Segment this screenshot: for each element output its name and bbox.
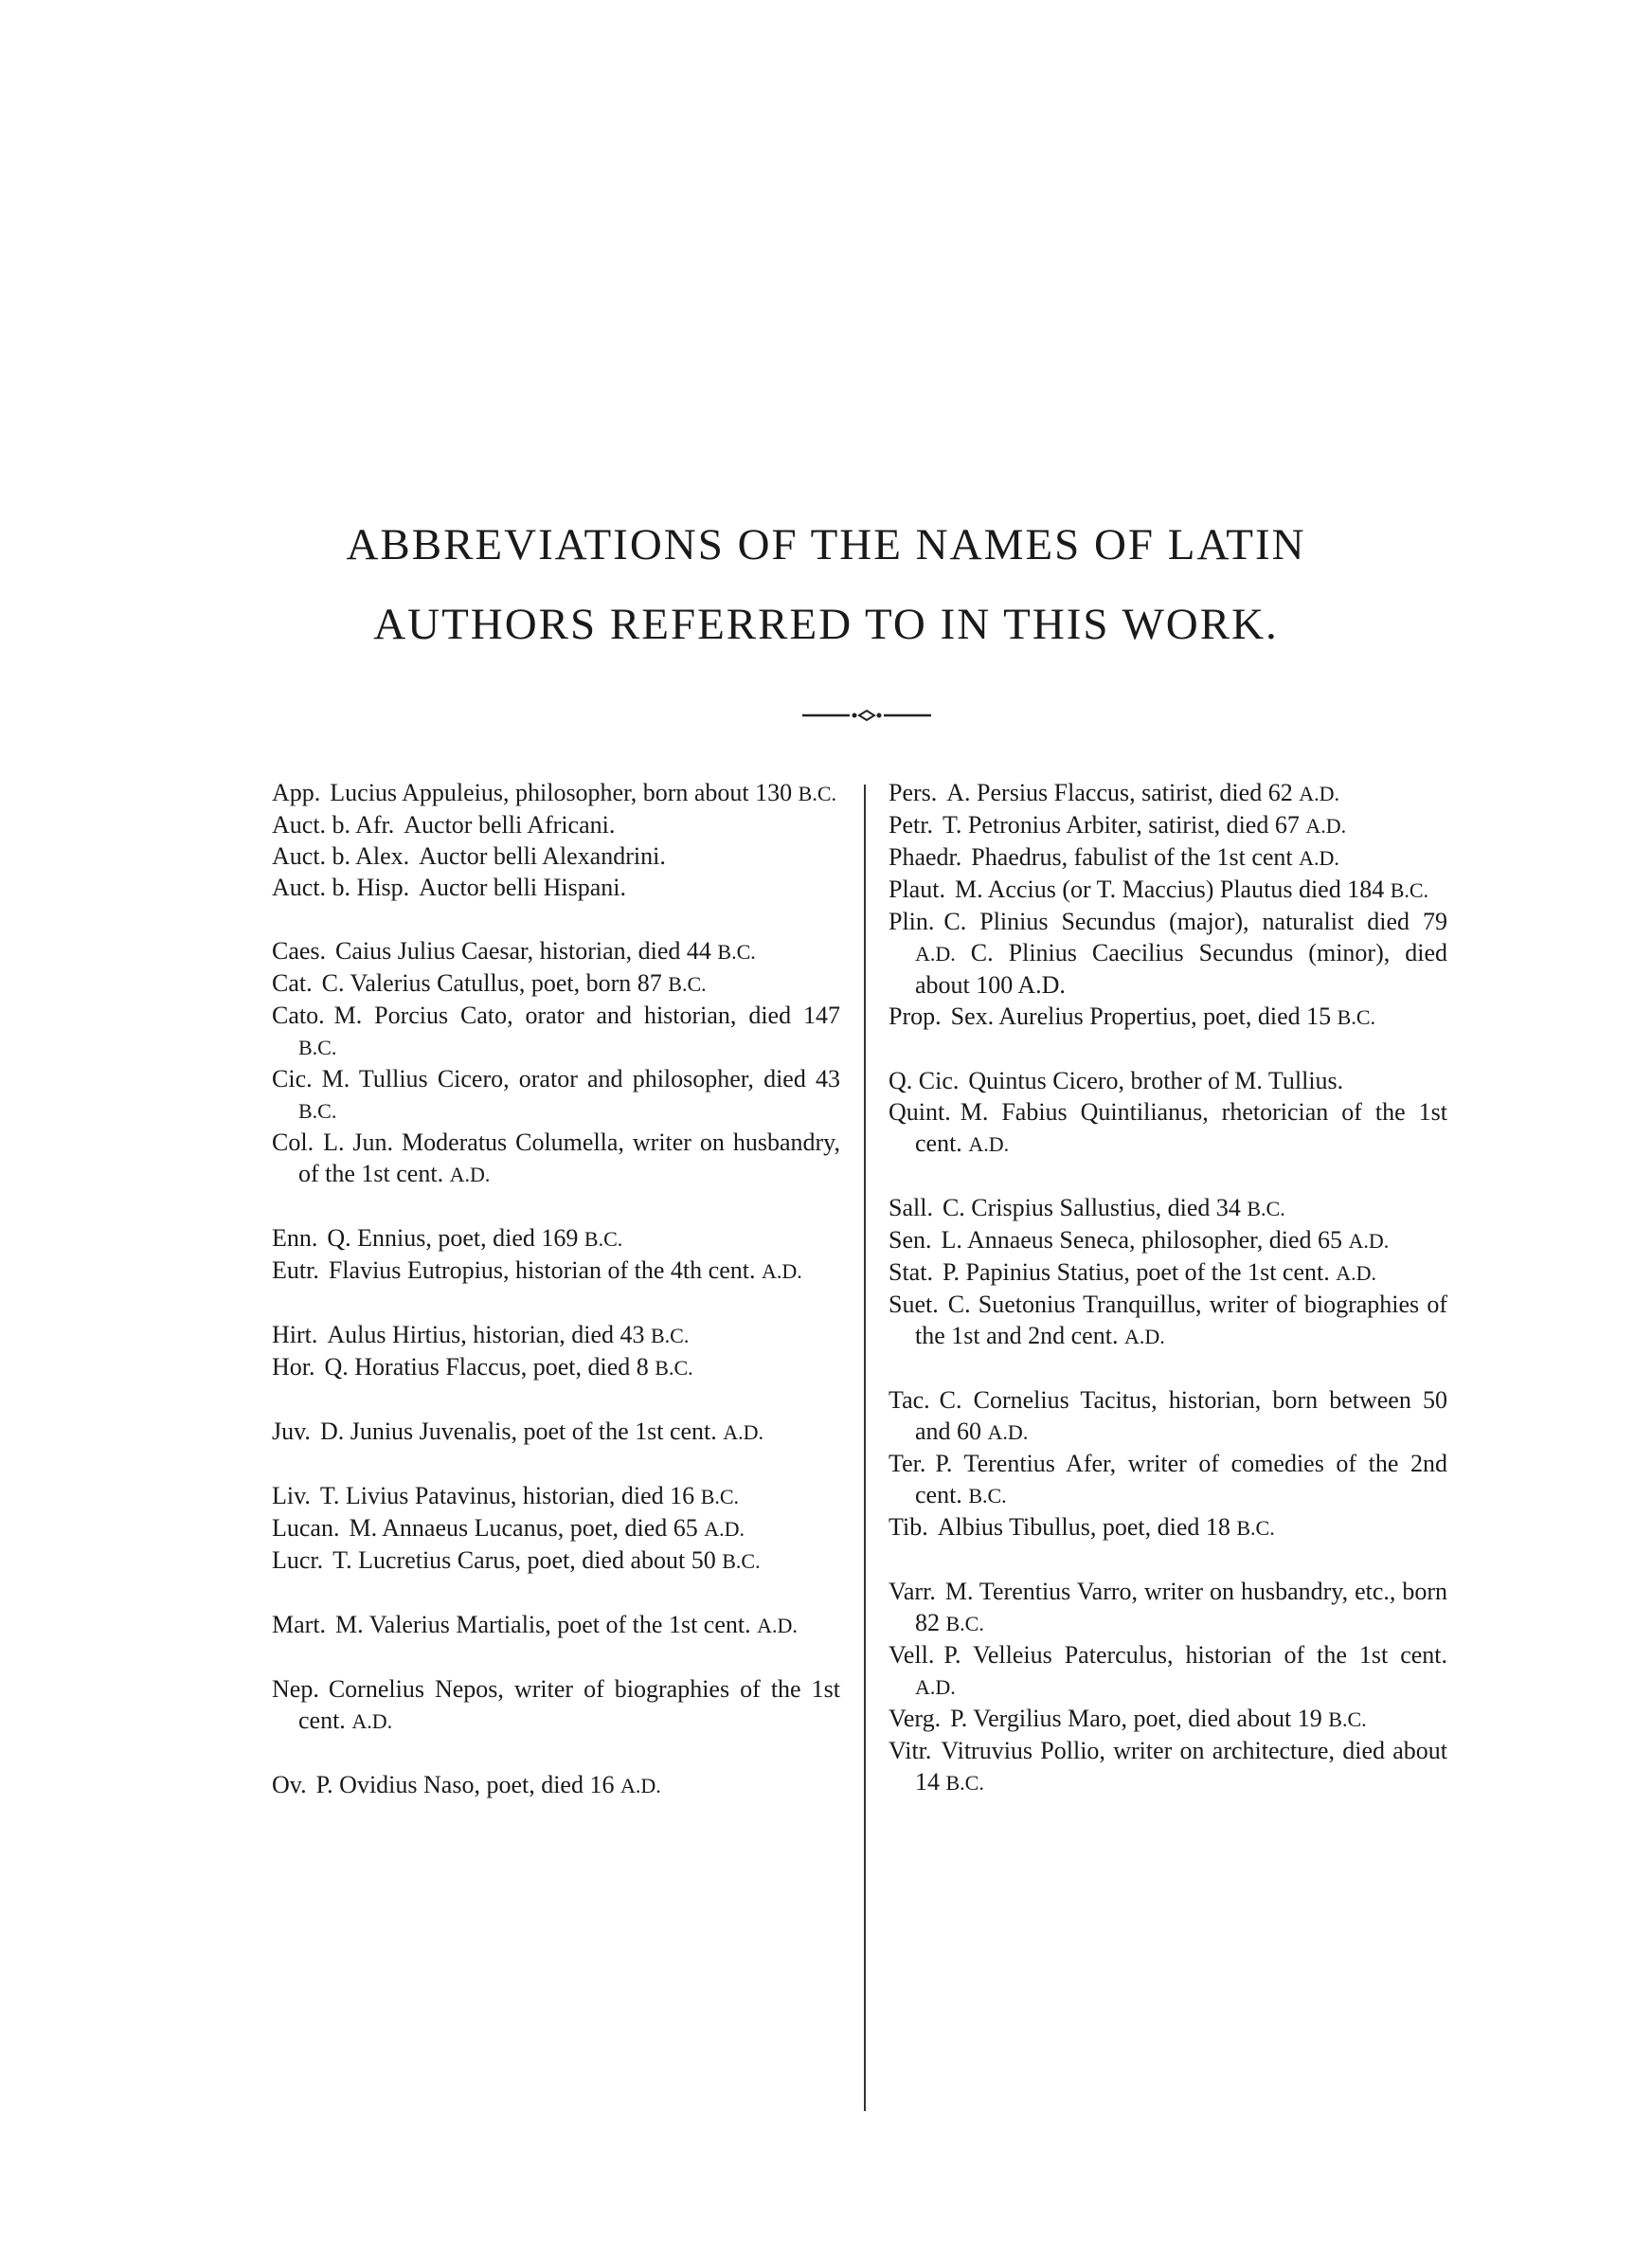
author-abbreviation: Suet. xyxy=(889,1291,939,1318)
author-entry xyxy=(272,872,840,903)
author-abbreviation: Prop. xyxy=(889,1002,942,1030)
era-marker: B.C. xyxy=(1236,1516,1275,1540)
era-marker: B.C. xyxy=(1390,878,1429,902)
author-abbreviation: Ter. xyxy=(889,1450,926,1477)
era-marker: B.C. xyxy=(298,1036,337,1059)
author-entry xyxy=(272,1319,840,1351)
author-entry xyxy=(889,1192,1447,1224)
author-abbreviation: Tac. xyxy=(889,1386,930,1414)
author-abbreviation: Cat. xyxy=(272,969,313,997)
author-entry xyxy=(889,1639,1447,1703)
author-entry xyxy=(272,809,840,840)
author-description: M. Fabius Quintilianus, rhetorician of the 1st cent. xyxy=(915,1098,1447,1157)
author-entry xyxy=(889,1703,1447,1735)
author-abbreviation: Liv. xyxy=(272,1482,311,1509)
author-description: T. Petronius Arbiter, satirist, died 67 xyxy=(942,811,1300,839)
author-abbreviation: Verg. xyxy=(889,1705,942,1732)
era-marker: A.D. xyxy=(1299,782,1339,805)
author-description: P. Terentius Afer, writer of comedies of the 2nd cent. xyxy=(915,1450,1447,1508)
author-entry xyxy=(889,777,1447,809)
author-abbreviation: Q. Cic. xyxy=(889,1067,960,1094)
era-marker: A.D. xyxy=(449,1163,491,1186)
era-marker: A.D. xyxy=(915,942,956,966)
author-abbreviation: Col. xyxy=(272,1128,314,1156)
era-marker: A.D. xyxy=(1336,1261,1376,1285)
era-marker: A.D. xyxy=(1299,846,1339,870)
author-abbreviation: Hor. xyxy=(272,1353,315,1381)
era-marker: B.C. xyxy=(968,1484,1007,1508)
author-entry xyxy=(272,1609,840,1641)
era-marker: B.C. xyxy=(1247,1197,1285,1220)
author-description: Auctor belli Alexandrini. xyxy=(419,842,666,870)
era-marker: B.C. xyxy=(722,1549,761,1573)
author-entry xyxy=(272,1000,840,1063)
author-entry xyxy=(889,1576,1447,1639)
author-description: T. Lucretius Carus, poet, died about 50 xyxy=(332,1546,716,1574)
author-description: C. Valerius Catullus, poet, born 87 xyxy=(321,969,662,997)
author-abbreviation: Vitr. xyxy=(889,1737,932,1764)
author-abbreviation: Vell. xyxy=(889,1641,935,1669)
author-abbreviation: Lucr. xyxy=(272,1546,324,1574)
author-abbreviation: Auct. b. Afr. xyxy=(272,811,395,839)
author-entry xyxy=(272,1222,840,1255)
author-description: Q. Ennius, poet, died 169 xyxy=(327,1224,579,1252)
author-abbreviation: Ov. xyxy=(272,1771,307,1798)
author-abbreviation: Enn. xyxy=(272,1224,318,1252)
era-marker: A.D. xyxy=(723,1420,764,1444)
author-entry xyxy=(272,1480,840,1512)
author-description: D. Junius Juvenalis, poet of the 1st cent. xyxy=(319,1417,717,1445)
author-entry xyxy=(889,1224,1447,1256)
author-entry xyxy=(272,1769,840,1801)
author-entry xyxy=(272,1255,840,1287)
era-marker: A.D. xyxy=(915,1675,956,1699)
author-description: P. Ovidius Naso, poet, died 16 xyxy=(315,1771,615,1798)
author-entry xyxy=(272,777,840,809)
author-description: M. Annaeus Lucanus, poet, died 65 xyxy=(349,1514,698,1542)
author-abbreviation: Stat. xyxy=(889,1258,933,1286)
right-column xyxy=(889,777,1447,1798)
column-divider xyxy=(864,785,866,2111)
author-description: Aulus Hirtius, historian, died 43 xyxy=(327,1321,645,1348)
page-title-line-2: AUTHORS REFERRED TO IN THIS WORK. xyxy=(373,600,1279,649)
author-abbreviation: Phaedr. xyxy=(889,843,962,871)
author-abbreviation: Eutr. xyxy=(272,1256,319,1284)
author-entry xyxy=(889,1096,1447,1160)
author-abbreviation: Varr. xyxy=(889,1578,936,1605)
author-abbreviation: Lucan. xyxy=(272,1514,340,1542)
author-description: M. Valerius Martialis, poet of the 1st cent. xyxy=(335,1611,751,1638)
author-description: Albius Tibullus, poet, died 18 xyxy=(937,1513,1230,1541)
page-title-line-1: ABBREVIATIONS OF THE NAMES OF LATIN xyxy=(346,520,1306,569)
era-marker: A.D. xyxy=(1348,1229,1390,1253)
author-entry xyxy=(272,1063,840,1127)
author-entry xyxy=(889,906,1447,1001)
era-marker: B.C. xyxy=(945,1612,984,1635)
author-description: M. Terentius Varro, writer on husbandry, etc., born 82 xyxy=(915,1578,1447,1636)
author-entry xyxy=(272,1544,840,1577)
author-description: Cornelius Nepos, writer of biographies of the 1st cent. xyxy=(298,1675,840,1734)
author-abbreviation: Tib. xyxy=(889,1513,928,1541)
era-marker: A.D. xyxy=(351,1709,393,1733)
era-marker: A.D. xyxy=(704,1517,745,1541)
era-marker: B.C. xyxy=(700,1485,740,1508)
author-abbreviation: Pers. xyxy=(889,779,938,806)
author-entry xyxy=(272,1351,840,1383)
author-description: Vitruvius Pollio, writer on architecture, died about 14 xyxy=(915,1737,1447,1796)
author-abbreviation: Petr. xyxy=(889,811,933,839)
era-marker: A.D. xyxy=(987,1420,1029,1444)
author-abbreviation: Cato. xyxy=(272,1002,325,1029)
author-description: Sex. Aurelius Propertius, poet, died 15 xyxy=(950,1002,1332,1030)
author-description: Q. Horatius Flaccus, poet, died 8 xyxy=(324,1353,649,1381)
era-marker: B.C. xyxy=(655,1356,693,1380)
author-description: Lucius Appuleius, philosopher, born about 130 xyxy=(330,779,793,806)
author-description: C. Suetonius Tranquillus, writer of biographies of the 1st and 2nd cent. xyxy=(915,1291,1447,1349)
author-description: Auctor belli Africani. xyxy=(404,811,616,839)
author-abbreviation: Plaut. xyxy=(889,876,945,903)
author-description: Quintus Cicero, brother of M. Tullius. xyxy=(968,1067,1344,1094)
author-entry xyxy=(272,1512,840,1544)
ornament-divider-icon xyxy=(800,709,933,722)
author-entry xyxy=(889,1384,1447,1448)
author-abbreviation: Sall. xyxy=(889,1194,933,1221)
author-description: P. Vergilius Maro, poet, died about 19 xyxy=(950,1705,1322,1732)
era-marker: B.C. xyxy=(1337,1005,1375,1029)
author-abbreviation: Sen. xyxy=(889,1226,932,1254)
era-marker: B.C. xyxy=(945,1771,984,1795)
author-description: C. Plinius Secundus (major), naturalist died 79 xyxy=(943,908,1447,935)
author-abbreviation: Cic. xyxy=(272,1065,313,1092)
author-abbreviation: Auct. b. Hisp. xyxy=(272,874,410,901)
author-entry xyxy=(272,1127,840,1190)
author-description: Auctor belli Hispani. xyxy=(419,874,626,901)
author-abbreviation: Plin. xyxy=(889,908,935,935)
era-marker: A.D. xyxy=(757,1614,798,1637)
era-marker: B.C. xyxy=(298,1099,337,1123)
author-entry xyxy=(272,1673,840,1737)
author-entry xyxy=(889,809,1447,841)
era-marker: A.D. xyxy=(1123,1325,1165,1348)
era-marker: A.D. xyxy=(620,1774,661,1797)
author-description: C. Cornelius Tacitus, historian, born between 50 and 60 xyxy=(915,1386,1447,1445)
era-marker: B.C. xyxy=(584,1227,623,1251)
author-entry xyxy=(889,1448,1447,1511)
author-description-continued: C. Plinius Caecilius Secundus (minor), died about 100 A.D. xyxy=(915,939,1447,999)
author-abbreviation: Auct. b. Alex. xyxy=(272,842,410,870)
author-abbreviation: Juv. xyxy=(272,1417,311,1445)
author-entry xyxy=(889,1511,1447,1544)
author-description: P. Velleius Paterculus, historian of the 1st cent. xyxy=(943,1641,1447,1669)
author-abbreviation: Quint. xyxy=(889,1098,951,1126)
author-description: M. Porcius Cato, orator and historian, died 147 xyxy=(333,1002,840,1029)
author-description: M. Accius (or T. Maccius) Plautus died 184 xyxy=(954,876,1385,903)
author-description: L. Annaeus Seneca, philosopher, died 65 xyxy=(941,1226,1343,1254)
author-abbreviation: Nep. xyxy=(272,1675,319,1703)
author-abbreviation: App. xyxy=(272,779,321,806)
era-marker: B.C. xyxy=(717,940,756,964)
author-abbreviation: Caes. xyxy=(272,937,327,965)
author-entry xyxy=(272,967,840,1000)
era-marker: B.C. xyxy=(650,1324,690,1347)
era-marker: B.C. xyxy=(798,782,836,805)
era-marker: A.D. xyxy=(968,1132,1010,1156)
author-entry xyxy=(889,1735,1447,1798)
author-entry xyxy=(272,935,840,967)
author-description: C. Crispius Sallustius, died 34 xyxy=(942,1194,1241,1221)
era-marker: B.C. xyxy=(1328,1707,1367,1731)
era-marker: A.D. xyxy=(761,1259,802,1283)
author-entry xyxy=(889,874,1447,906)
author-entry xyxy=(272,1416,840,1448)
author-entry xyxy=(272,840,840,872)
author-entry xyxy=(889,1065,1447,1096)
author-entry xyxy=(889,841,1447,874)
author-entry xyxy=(889,1001,1447,1033)
left-column xyxy=(272,777,840,1801)
author-description: L. Jun. Moderatus Columella, writer on husbandry, of the 1st cent. xyxy=(298,1128,840,1187)
author-entry xyxy=(889,1289,1447,1352)
author-abbreviation: Hirt. xyxy=(272,1321,318,1348)
author-entry xyxy=(889,1256,1447,1289)
author-description: Caius Julius Caesar, historian, died 44 xyxy=(335,937,711,965)
author-description: P. Papinius Statius, poet of the 1st cent. xyxy=(942,1258,1330,1286)
author-description: A. Persius Flaccus, satirist, died 62 xyxy=(946,779,1293,806)
author-description: Phaedrus, fabulist of the 1st cent xyxy=(971,843,1293,871)
author-abbreviation: Mart. xyxy=(272,1611,327,1638)
era-marker: A.D. xyxy=(1305,814,1347,838)
author-description: Flavius Eutropius, historian of the 4th cent. xyxy=(328,1256,756,1284)
author-description: T. Livius Patavinus, historian, died 16 xyxy=(319,1482,695,1509)
era-marker: B.C. xyxy=(668,972,707,996)
author-description: M. Tullius Cicero, orator and philosopher, died 43 xyxy=(321,1065,840,1092)
